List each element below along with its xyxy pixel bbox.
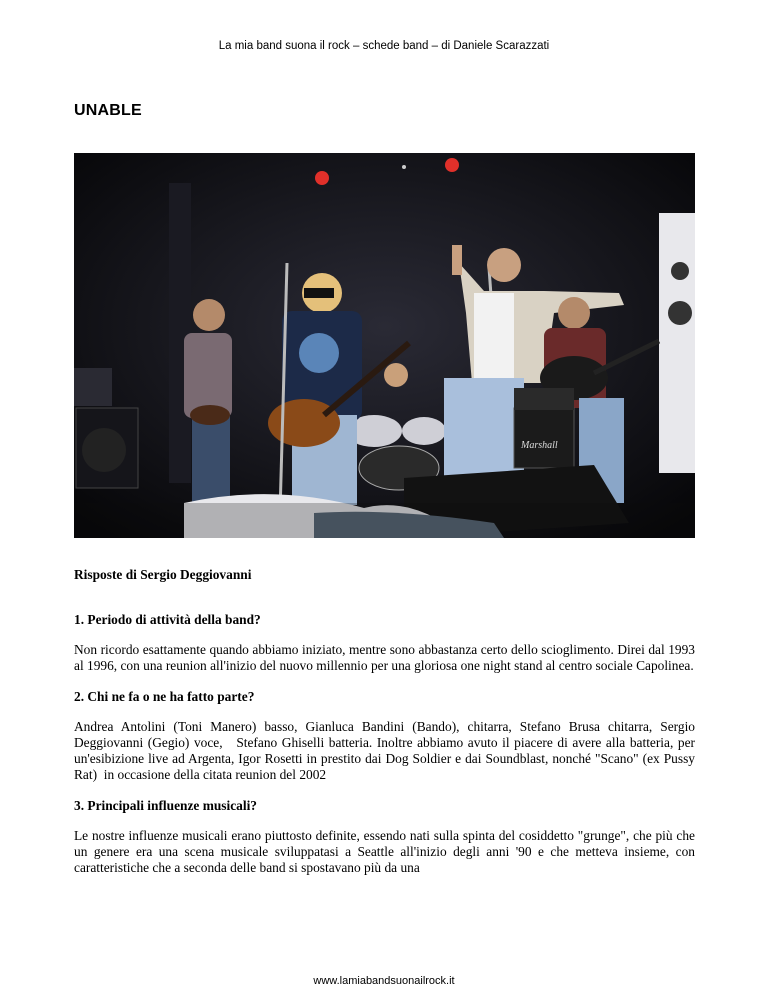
answer-2: Andrea Antolini (Toni Manero) basso, Gianluca Bandini (Bando), chitarra, Stefano Brusa chitarra, Sergio Deggiovanni (Gegio) voce, Stefano Ghiselli batteria. Inoltre abbiamo avuto il piacere di avere alla batteria, per un'esibizione live ad Argenta, Igor Rosetti in prestito dai Dog Soldier e dai Soundblast, nonché "Scano" (ex Pussy Rat) in occasione della citata reunion del 2002 — [74, 719, 699, 782]
band-live-photo — [74, 153, 695, 538]
byline: Risposte di Sergio Deggiovanni — [74, 567, 252, 582]
question-1: 1. Periodo di attività della band? — [74, 612, 261, 627]
page-header: La mia band suona il rock – schede band – di Daniele Scarazzati — [218, 40, 550, 52]
answer-3: Le nostre influenze musicali erano piuttosto definite, essendo nati sulla spinta del cosiddetto "grunge", che più che un genere era una scena musicale sviluppatasi a Seattle all'inizio degli anni '90 e che metteva insieme, con caratteristiche che a seconda delle band si spostavano più da una — [74, 828, 695, 875]
question-3: 3. Principali influenze musicali? — [74, 798, 258, 813]
amp-logo: Marshall — [521, 440, 558, 451]
question-2: 2. Chi ne fa o ne ha fatto parte? — [74, 689, 255, 704]
band-title: UNABLE — [74, 102, 142, 119]
page-footer: www.lamiabandsuonailrock.it — [313, 975, 455, 987]
interview-content — [74, 567, 699, 876]
answer-1: Non ricordo esattamente quando abbiamo iniziato, mentre sono abbastanza certo dello scioglimento. Direi dal 1993 al 1996, con una reunion all'inizio del nuovo millennio per una gloriosa one night stand al centro sociale Capolinea. — [74, 642, 695, 673]
